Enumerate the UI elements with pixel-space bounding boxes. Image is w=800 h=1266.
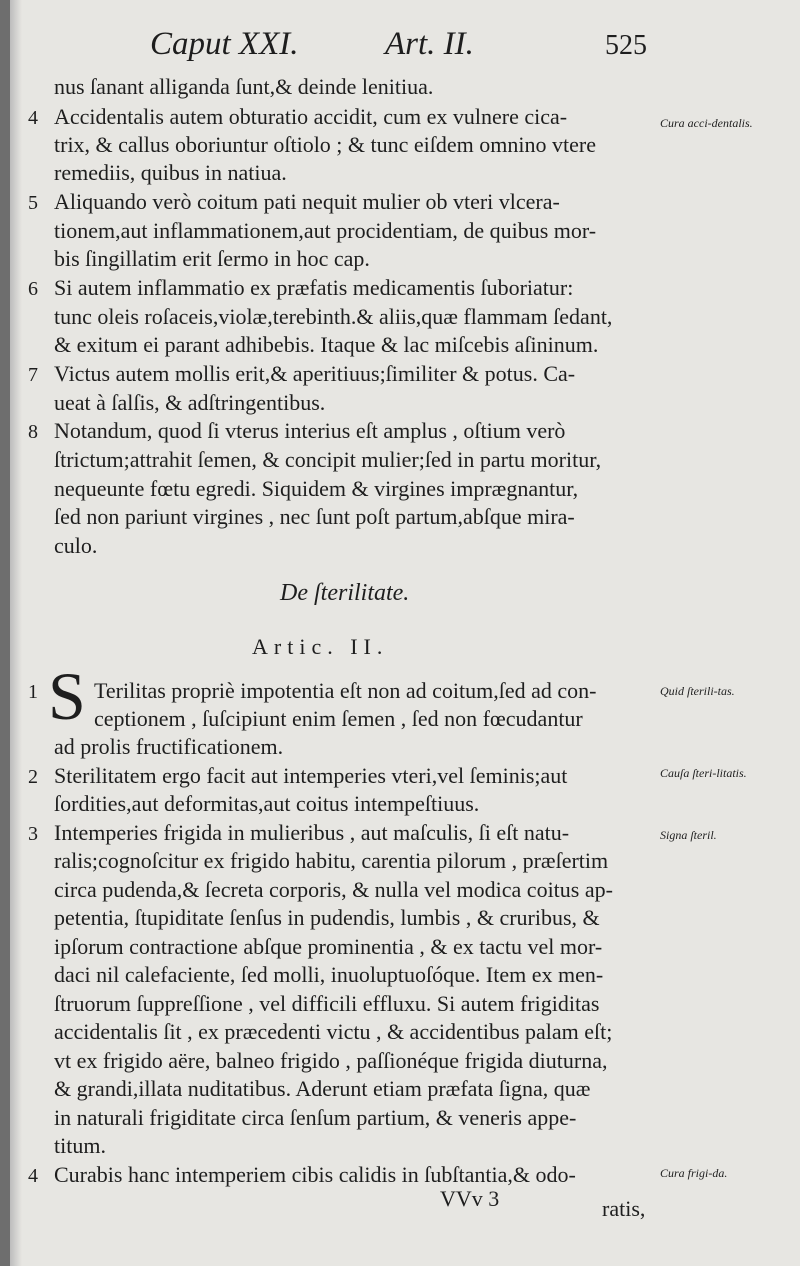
- text-line: ueat à ſalſis, & adſtringentibus.: [54, 390, 326, 415]
- text-line: titum.: [54, 1133, 106, 1158]
- text-line: 2 Sterilitatem ergo facit aut intemperies vteri,vel ſeminis;aut: [28, 763, 568, 788]
- text-line: 7 Victus autem mollis erit,& aperitiuus;ſimiliter & potus. Ca-: [28, 361, 576, 386]
- text-line: nus ſanant alliganda ſunt,& deinde lenitiua.: [54, 74, 434, 99]
- text-line: nequeunte fœtu egredi. Siquidem & virgines imprægnantur,: [54, 476, 579, 501]
- text-line: & grandi,illata nuditatibus. Aderunt etiam præfata ſigna, quæ: [54, 1076, 591, 1101]
- drop-cap: S: [48, 658, 86, 734]
- signature-mark: VVv 3: [440, 1186, 500, 1211]
- text-line: ſtruorum ſuppreſſione , vel difficili effluxu. Si autem frigiditas: [54, 991, 600, 1016]
- text-line: 8 Notandum, quod ſi vterus interius eſt amplus , oſtium verò: [28, 418, 566, 443]
- text-line: 5 Aliquando verò coitum pati nequit mulier ob vteri vlcera-: [28, 189, 560, 214]
- header-article: Art. II.: [385, 26, 474, 62]
- text-line: ſtrictum;attrahit ſemen, & concipit mulier;ſed in partu moritur,: [54, 447, 602, 472]
- text-line: in naturali frigiditate circa ſenſum partium, & veneris appe-: [54, 1105, 577, 1130]
- running-header: [150, 26, 750, 70]
- book-page: [10, 0, 800, 1266]
- text-line: vt ex frigido aëre, balneo frigido , paſſionéque frigida diuturna,: [54, 1048, 608, 1073]
- text-line: ſed non pariunt virgines , nec ſunt poſt partum,abſque mira-: [54, 504, 575, 529]
- text-line: daci nil calefaciente, ſed molli, inuoluptuoſóque. Item ex men-: [54, 962, 604, 987]
- text-line: & exitum ei parant adhibebis. Itaque & lac miſcebis aſininum.: [54, 332, 599, 357]
- text-line: 1 Terilitas propriè impotentia eſt non ad coitum,ſed ad con-: [28, 678, 597, 703]
- text-line: ipſorum contractione abſque prominentia , & ex tactu vel mor-: [54, 934, 603, 959]
- margin-note: Cura frigi-da.: [660, 1166, 728, 1180]
- margin-note: Quid ſterili-tas.: [660, 684, 735, 698]
- page-number: 525: [605, 30, 647, 61]
- margin-note: Signa ſteril.: [660, 828, 717, 842]
- text-line: tunc oleis roſaceis,violæ,terebinth.& aliis,quæ flammam ſedant,: [54, 304, 613, 329]
- catchword: ratis,: [602, 1196, 646, 1221]
- text-line: ad prolis fructificationem.: [54, 734, 284, 759]
- article-heading: Artic. II.: [252, 634, 389, 659]
- margin-note: Cauſa ſteri-litatis.: [660, 766, 747, 780]
- text-line: ceptionem , ſuſcipiunt enim ſemen , ſed non fœcudantur: [94, 706, 583, 731]
- text-line: bis ſingillatim erit ſermo in hoc cap.: [54, 246, 370, 271]
- text-line: 6 Si autem inflammatio ex præfatis medicamentis ſuboriatur:: [28, 275, 574, 300]
- text-line: 3 Intemperies frigida in mulieribus , aut maſculis, ſi eſt natu-: [28, 820, 570, 845]
- text-line: ſordities,aut deformitas,aut coitus intempeſtiuus.: [54, 791, 480, 816]
- margin-note: Cura acci-dentalis.: [660, 116, 753, 130]
- header-caput: Caput XXI.: [150, 26, 299, 62]
- text-line: accidentalis ſit , ex præcedenti victu , & accidentibus palam eſt;: [54, 1019, 613, 1044]
- text-line: culo.: [54, 533, 98, 558]
- section-title: De ſterilitate.: [280, 580, 410, 606]
- text-line: circa pudenda,& ſecreta corporis, & nulla vel modica coitus ap-: [54, 877, 613, 902]
- text-line: tionem,aut inflammationem,aut procidentiam, de quibus mor-: [54, 218, 597, 243]
- text-line: trix, & callus oboriuntur oſtiolo ; & tunc eiſdem omnino vtere: [54, 132, 596, 157]
- text-line: remediis, quibus in natiua.: [54, 160, 287, 185]
- text-line: ralis;cognoſcitur ex frigido habitu, carentia pilorum , præſertim: [54, 848, 609, 873]
- text-line: 4 Curabis hanc intemperiem cibis calidis in ſubſtantia,& odo-: [28, 1162, 576, 1187]
- text-line: 4 Accidentalis autem obturatio accidit, cum ex vulnere cica-: [28, 104, 568, 129]
- text-line: petentia, ſtupiditate ſenſus in pudendis, lumbis , & cruribus, &: [54, 905, 600, 930]
